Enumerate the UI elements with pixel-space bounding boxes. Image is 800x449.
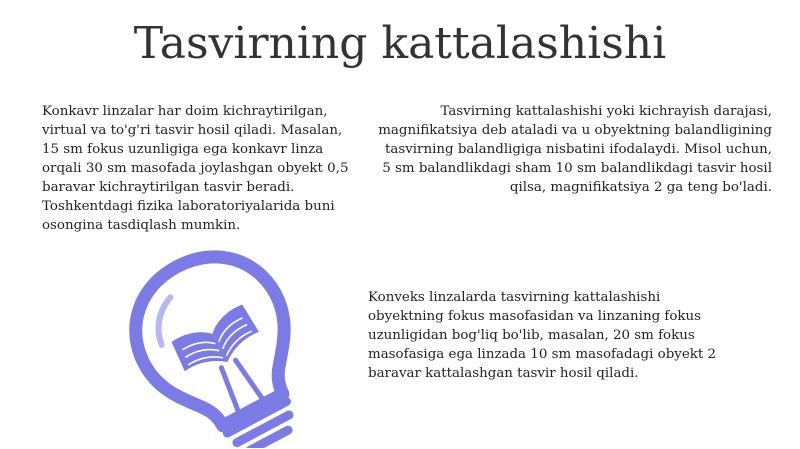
paragraph-convex-lenses: Konveks linzalarda tasvirning kattalashishi obyektning fokus masofasidan va linzaning fokus uzunligidan bog'liq bo'lib, masalan, 20 sm fokus masofasiga ega linzada 10 sm masofadagi obyekt 2 baravar kattalashgan tasvir hosil qiladi. [368,290,717,381]
paragraph-concave-lenses: Konkavr linzalar har doim kichraytirilgan, virtual va to'g'ri tasvir hosil qiladi. Masalan, 15 sm fokus uzunligiga ega konkavr linza orqali 30 sm masofada joylashgan obyekt 0,5 baravar kichraytirilgan tasvir beradi. Toshkentdagi fizika laboratoriyalarida buni osongina tasdiqlash mumkin. [42,104,349,233]
book-icon [170,303,265,382]
slide-title: Tasvirning kattalashishi [133,18,667,69]
filament-right [236,357,265,404]
paragraph-magnification-definition: Tasvirning kattalashishi yoki kichrayish darajasi, magnifikatsiya deb ataladi va u obyektning balandligining tasvirning balandligiga nisbatini ifodalaydi. Misol uchun, 5 sm balandlikdagi sham 10 sm balandlikdagi tasvir hosil qilsa, magnifikatsiya 2 ga teng bo'ladi. [378,104,772,195]
lightbulb-book-icon [100,248,320,448]
filament-left [216,368,245,415]
